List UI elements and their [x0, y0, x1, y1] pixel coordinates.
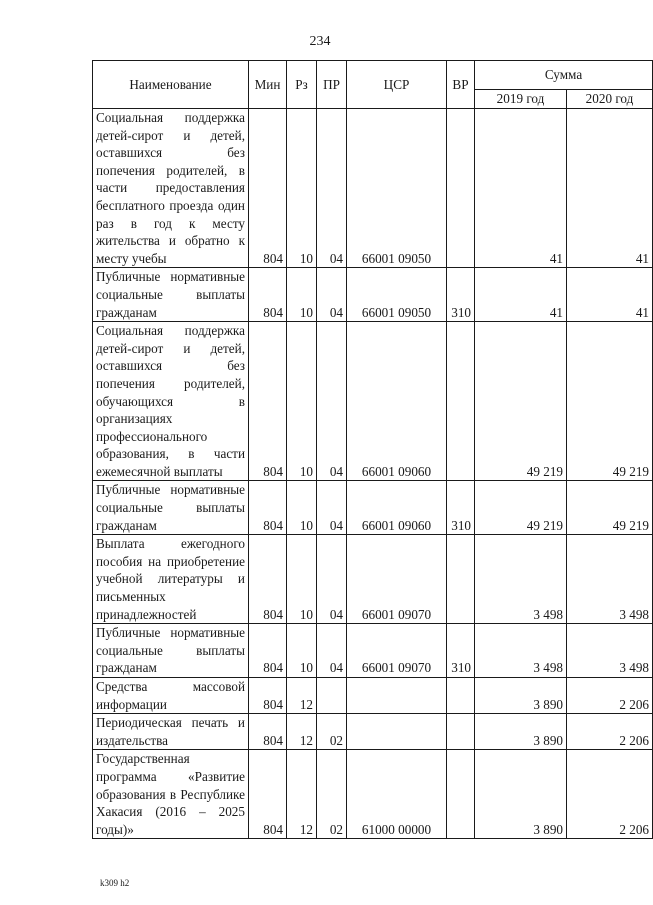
row-sum-2020: 49 219	[567, 322, 653, 481]
row-sum-2020: 2 206	[567, 750, 653, 839]
row-vr	[447, 109, 475, 268]
row-csr: 66001 09060	[347, 322, 447, 481]
row-min: 804	[249, 109, 287, 268]
row-pr: 04	[317, 624, 347, 678]
row-min: 804	[249, 481, 287, 535]
table-row	[93, 481, 653, 535]
table-row	[93, 624, 653, 678]
row-sum-2020: 2 206	[567, 714, 653, 750]
row-rz: 12	[287, 750, 317, 839]
row-csr: 66001 09050	[347, 268, 447, 322]
row-csr: 66001 09060	[347, 481, 447, 535]
row-name: Социальная поддержка детей-сирот и детей, оставшихся без попечения родителей, обучающихся в организациях профессионального образования, в части ежемесячной выплаты	[93, 322, 249, 481]
table-row	[93, 109, 653, 268]
row-sum-2020: 3 498	[567, 535, 653, 624]
header-name: Наименование	[93, 61, 249, 109]
header-rz: Рз	[287, 61, 317, 109]
header-year-2019: 2019 год	[475, 90, 567, 109]
row-rz: 10	[287, 109, 317, 268]
row-sum-2020: 41	[567, 109, 653, 268]
row-min: 804	[249, 678, 287, 714]
row-pr: 02	[317, 714, 347, 750]
row-vr: 310	[447, 624, 475, 678]
header-min: Мин	[249, 61, 287, 109]
row-name: Выплата ежегодного пособия на приобретение учебной литературы и письменных принадлежностей	[93, 535, 249, 624]
row-vr	[447, 750, 475, 839]
row-csr: 61000 00000	[347, 750, 447, 839]
row-csr	[347, 678, 447, 714]
header-csr: ЦСР	[347, 61, 447, 109]
row-min: 804	[249, 750, 287, 839]
row-pr: 04	[317, 481, 347, 535]
row-pr	[317, 678, 347, 714]
page-number: 234	[309, 34, 331, 49]
row-rz: 10	[287, 322, 317, 481]
table-header	[93, 61, 653, 109]
header-year-2020: 2020 год	[567, 90, 653, 109]
row-min: 804	[249, 535, 287, 624]
row-name: Периодическая печать и издательства	[93, 714, 249, 750]
row-min: 804	[249, 322, 287, 481]
row-csr: 66001 09070	[347, 535, 447, 624]
header-vr: ВР	[447, 61, 475, 109]
row-name: Публичные нормативные социальные выплаты гражданам	[93, 268, 249, 322]
row-pr: 04	[317, 535, 347, 624]
row-name: Государственная программа «Развитие образования в Республике Хакасия (2016 – 2025 годы)»	[93, 750, 249, 839]
table-row	[93, 535, 653, 624]
row-sum-2019: 49 219	[475, 481, 567, 535]
row-name: Средства массовой информации	[93, 678, 249, 714]
row-vr: 310	[447, 481, 475, 535]
row-vr	[447, 535, 475, 624]
row-sum-2019: 3 890	[475, 678, 567, 714]
row-sum-2019: 3 890	[475, 714, 567, 750]
row-sum-2020: 2 206	[567, 678, 653, 714]
row-rz: 10	[287, 481, 317, 535]
row-sum-2019: 3 890	[475, 750, 567, 839]
row-min: 804	[249, 268, 287, 322]
row-pr: 04	[317, 322, 347, 481]
row-sum-2019: 3 498	[475, 535, 567, 624]
row-name: Публичные нормативные социальные выплаты гражданам	[93, 624, 249, 678]
table-row	[93, 322, 653, 481]
row-csr: 66001 09050	[347, 109, 447, 268]
row-pr: 04	[317, 109, 347, 268]
row-pr: 04	[317, 268, 347, 322]
row-pr: 02	[317, 750, 347, 839]
budget-table	[92, 60, 653, 839]
row-sum-2020: 49 219	[567, 481, 653, 535]
header-sum: Сумма	[475, 61, 653, 90]
row-sum-2019: 41	[475, 268, 567, 322]
row-vr: 310	[447, 268, 475, 322]
row-rz: 12	[287, 714, 317, 750]
row-rz: 10	[287, 535, 317, 624]
row-sum-2019: 41	[475, 109, 567, 268]
row-name: Социальная поддержка детей-сирот и детей, оставшихся без попечения родителей, в части предоставления бесплатного проезда один раз в год к месту жительства и обратно к месту учебы	[93, 109, 249, 268]
header-pr: ПР	[317, 61, 347, 109]
table-row	[93, 268, 653, 322]
row-vr	[447, 678, 475, 714]
row-vr	[447, 714, 475, 750]
row-csr	[347, 714, 447, 750]
row-csr: 66001 09070	[347, 624, 447, 678]
row-sum-2019: 49 219	[475, 322, 567, 481]
row-rz: 10	[287, 268, 317, 322]
table-row	[93, 678, 653, 714]
row-sum-2020: 3 498	[567, 624, 653, 678]
table-row	[93, 750, 653, 839]
document-code: k309 h2	[100, 878, 130, 888]
row-rz: 12	[287, 678, 317, 714]
row-min: 804	[249, 714, 287, 750]
row-name: Публичные нормативные социальные выплаты гражданам	[93, 481, 249, 535]
row-rz: 10	[287, 624, 317, 678]
row-sum-2019: 3 498	[475, 624, 567, 678]
row-vr	[447, 322, 475, 481]
row-min: 804	[249, 624, 287, 678]
table-row	[93, 714, 653, 750]
row-sum-2020: 41	[567, 268, 653, 322]
